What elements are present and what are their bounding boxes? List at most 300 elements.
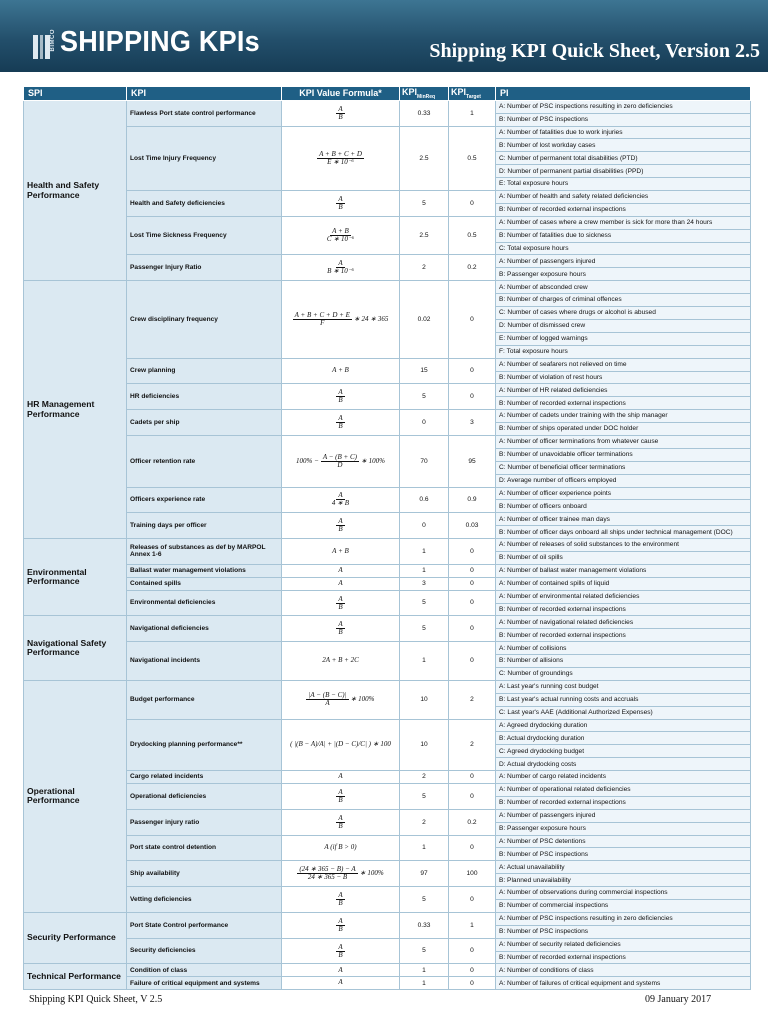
formula-fraction bbox=[336, 389, 344, 404]
formula-text: A bbox=[338, 772, 343, 781]
formula-numerator: (24 ∗ 365 − B) − A bbox=[299, 865, 356, 874]
minreq-main: KPI bbox=[402, 87, 418, 97]
formula-denominator: B ∗ 10⁻⁶ bbox=[327, 267, 354, 276]
pi-cell: B: Number of recorded external inspections bbox=[496, 203, 751, 216]
kpi-minreq-cell: 5 bbox=[400, 887, 449, 913]
formula-numerator: A bbox=[338, 594, 343, 603]
kpi-target-cell: 0 bbox=[449, 539, 496, 565]
table-row bbox=[24, 126, 751, 139]
kpi-target-cell: 0 bbox=[449, 771, 496, 784]
formula-prefix: 100% − bbox=[296, 456, 319, 465]
pi-cell: A: Number of conditions of class bbox=[496, 964, 751, 977]
kpi-target-cell: 0.2 bbox=[449, 809, 496, 835]
pi-cell: A: Number of health and safety related deficiencies bbox=[496, 191, 751, 204]
col-header-kpi: KPI bbox=[127, 87, 282, 101]
formula-numerator: A bbox=[338, 813, 343, 822]
formula-fraction bbox=[336, 596, 344, 611]
table-row bbox=[24, 912, 751, 925]
pi-cell: E: Number of logged warnings bbox=[496, 332, 751, 345]
formula-denominator: B bbox=[338, 396, 343, 405]
spi-cell: Environmental Performance bbox=[24, 539, 127, 616]
table-row bbox=[24, 642, 751, 655]
kpi-formula-cell bbox=[282, 216, 400, 255]
pi-cell: A: Number of PSC inspections resulting in zero deficiencies bbox=[496, 912, 751, 925]
formula-suffix: ∗ 100% bbox=[359, 869, 384, 878]
kpi-target-cell: 0.5 bbox=[449, 126, 496, 190]
kpi-minreq-cell: 1 bbox=[400, 642, 449, 681]
kpi-minreq-cell: 10 bbox=[400, 680, 449, 719]
kpi-formula-cell bbox=[282, 255, 400, 281]
kpi-target-cell: 0 bbox=[449, 577, 496, 590]
pi-cell: C: Number of groundings bbox=[496, 667, 751, 680]
kpi-minreq-cell: 0 bbox=[400, 513, 449, 539]
kpi-minreq-cell: 2 bbox=[400, 255, 449, 281]
spi-cell: Navigational Safety Performance bbox=[24, 616, 127, 680]
kpi-target-cell: 0 bbox=[449, 590, 496, 616]
formula-text: A (if B > 0) bbox=[324, 843, 357, 852]
kpi-target-cell: 0 bbox=[449, 784, 496, 810]
formula-denominator: B bbox=[338, 950, 343, 959]
kpi-minreq-cell: 10 bbox=[400, 719, 449, 771]
kpi-name-cell: Navigational deficiencies bbox=[127, 616, 282, 642]
pi-cell: A: Number of releases of solid substances to the environment bbox=[496, 539, 751, 552]
table-row bbox=[24, 513, 751, 526]
pi-cell: B: Number of officers onboard bbox=[496, 500, 751, 513]
kpi-minreq-cell: 5 bbox=[400, 938, 449, 964]
pi-cell: B: Number of officer days onboard all ships under technical management (DOC) bbox=[496, 526, 751, 539]
pi-cell: A: Number of ballast water management violations bbox=[496, 564, 751, 577]
kpi-formula-cell bbox=[282, 964, 400, 977]
table-row bbox=[24, 938, 751, 951]
formula-denominator: A bbox=[325, 699, 330, 708]
formula-fraction bbox=[317, 151, 364, 166]
pi-cell: C: Number of beneficial officer terminations bbox=[496, 461, 751, 474]
kpi-target-cell: 0 bbox=[449, 964, 496, 977]
formula-denominator: E ∗ 10⁻⁶ bbox=[327, 157, 354, 166]
pi-cell: B: Passenger exposure hours bbox=[496, 268, 751, 281]
pi-cell: C: Total exposure hours bbox=[496, 242, 751, 255]
kpi-target-cell: 0 bbox=[449, 642, 496, 681]
pi-cell: A: Last year's running cost budget bbox=[496, 680, 751, 693]
formula-denominator: 4 ∗ B bbox=[331, 499, 350, 508]
formula-numerator: A bbox=[338, 620, 343, 629]
table-row bbox=[24, 809, 751, 822]
table-row bbox=[24, 616, 751, 629]
formula-denominator: B bbox=[338, 821, 343, 830]
spi-cell: Health and Safety Performance bbox=[24, 100, 127, 280]
kpi-minreq-cell: 2 bbox=[400, 809, 449, 835]
kpi-minreq-cell: 2 bbox=[400, 771, 449, 784]
col-header-formula: KPI Value Formula* bbox=[282, 87, 400, 101]
kpi-minreq-cell: 15 bbox=[400, 358, 449, 384]
pi-cell: A: Number of failures of critical equipment and systems bbox=[496, 977, 751, 990]
formula-denominator: B bbox=[338, 202, 343, 211]
table-row bbox=[24, 564, 751, 577]
kpi-name-cell: Releases of substances as def by MARPOL Annex 1-6 bbox=[127, 539, 282, 565]
formula-suffix: ∗ 24 ∗ 365 bbox=[353, 315, 389, 324]
kpi-name-cell: Port state control detention bbox=[127, 835, 282, 861]
table-row bbox=[24, 590, 751, 603]
pi-cell: B: Number of recorded external inspections bbox=[496, 951, 751, 964]
kpi-formula-cell bbox=[282, 100, 400, 126]
kpi-formula-cell bbox=[282, 126, 400, 190]
formula-fraction bbox=[306, 692, 348, 707]
brand-title: SHIPPING KPIs bbox=[60, 26, 260, 58]
table-row bbox=[24, 577, 751, 590]
formula-fraction bbox=[336, 815, 344, 830]
pi-cell: A: Number of fatalities due to work injuries bbox=[496, 126, 751, 139]
kpi-minreq-cell: 0.33 bbox=[400, 912, 449, 938]
kpi-minreq-cell: 1 bbox=[400, 964, 449, 977]
pi-cell: A: Number of collisions bbox=[496, 642, 751, 655]
formula-fraction bbox=[321, 454, 359, 469]
table-row bbox=[24, 887, 751, 900]
formula-numerator: A bbox=[338, 194, 343, 203]
kpi-minreq-cell: 0.6 bbox=[400, 487, 449, 513]
kpi-name-cell: Vetting deficiencies bbox=[127, 887, 282, 913]
formula-numerator: A bbox=[338, 259, 343, 268]
table-row bbox=[24, 784, 751, 797]
kpi-name-cell: Crew disciplinary frequency bbox=[127, 281, 282, 358]
kpi-name-cell: Environmental deficiencies bbox=[127, 590, 282, 616]
kpi-target-cell: 100 bbox=[449, 861, 496, 887]
kpi-name-cell: Contained spills bbox=[127, 577, 282, 590]
formula-text: A bbox=[338, 965, 343, 974]
kpi-target-cell: 0 bbox=[449, 977, 496, 990]
pi-cell: A: Number of cases where a crew member is sick for more than 24 hours bbox=[496, 216, 751, 229]
pi-cell: A: Number of security related deficiencies bbox=[496, 938, 751, 951]
footer-left: Shipping KPI Quick Sheet, V 2.5 bbox=[29, 994, 163, 1005]
kpi-formula-cell bbox=[282, 861, 400, 887]
pi-cell: B: Number of PSC inspections bbox=[496, 848, 751, 861]
kpi-name-cell: Health and Safety deficiencies bbox=[127, 191, 282, 217]
table-row bbox=[24, 977, 751, 990]
pi-cell: B: Number of oil spills bbox=[496, 551, 751, 564]
formula-suffix: ∗ 100% bbox=[350, 695, 375, 704]
formula-text: A + B bbox=[332, 366, 349, 375]
pi-cell: C: Number of permanent total disabilities (PTD) bbox=[496, 152, 751, 165]
kpi-minreq-cell: 2.5 bbox=[400, 126, 449, 190]
formula-text: A + B bbox=[332, 546, 349, 555]
formula-fraction bbox=[336, 106, 344, 121]
table-row bbox=[24, 281, 751, 294]
formula-fraction bbox=[325, 228, 356, 243]
pi-cell: B: Passenger exposure hours bbox=[496, 822, 751, 835]
kpi-formula-cell bbox=[282, 835, 400, 861]
pi-cell: B: Number of recorded external inspections bbox=[496, 629, 751, 642]
table-row bbox=[24, 539, 751, 552]
kpi-formula-cell bbox=[282, 771, 400, 784]
formula-numerator: A bbox=[338, 517, 343, 526]
kpi-target-cell: 1 bbox=[449, 100, 496, 126]
kpi-formula-cell bbox=[282, 281, 400, 358]
pi-cell: A: Number of passengers injured bbox=[496, 255, 751, 268]
kpi-minreq-cell: 1 bbox=[400, 564, 449, 577]
kpi-target-cell: 0 bbox=[449, 887, 496, 913]
kpi-target-cell: 95 bbox=[449, 435, 496, 487]
pi-cell: A: Number of navigational related deficiencies bbox=[496, 616, 751, 629]
target-sub: Target bbox=[466, 93, 481, 100]
formula-fraction bbox=[336, 892, 344, 907]
pi-cell: A: Agreed drydocking duration bbox=[496, 719, 751, 732]
kpi-target-cell: 0.03 bbox=[449, 513, 496, 539]
kpi-formula-cell bbox=[282, 887, 400, 913]
kpi-formula-cell bbox=[282, 642, 400, 681]
kpi-target-cell: 0 bbox=[449, 281, 496, 358]
pi-cell: A: Actual unavailability bbox=[496, 861, 751, 874]
formula-numerator: A + B + C + D + E bbox=[294, 310, 350, 319]
kpi-target-cell: 2 bbox=[449, 719, 496, 771]
kpi-name-cell: Security deficiencies bbox=[127, 938, 282, 964]
formula-denominator: 24 ∗ 365 − B bbox=[307, 873, 348, 882]
kpi-target-cell: 3 bbox=[449, 410, 496, 436]
formula-fraction bbox=[330, 492, 351, 507]
formula-fraction bbox=[325, 260, 356, 275]
kpi-name-cell: Ballast water management violations bbox=[127, 564, 282, 577]
kpi-formula-cell bbox=[282, 410, 400, 436]
pi-cell: B: Planned unavailability bbox=[496, 874, 751, 887]
kpi-formula-cell bbox=[282, 719, 400, 771]
minreq-sub: MinReq bbox=[417, 93, 436, 100]
kpi-formula-cell bbox=[282, 487, 400, 513]
kpi-name-cell: Drydocking planning performance** bbox=[127, 719, 282, 771]
pi-cell: A: Number of seafarers not relieved on time bbox=[496, 358, 751, 371]
kpi-formula-cell bbox=[282, 784, 400, 810]
pi-cell: A: Number of PSC detentions bbox=[496, 835, 751, 848]
kpi-formula-cell bbox=[282, 809, 400, 835]
kpi-name-cell: Operational deficiencies bbox=[127, 784, 282, 810]
spi-cell: Security Performance bbox=[24, 912, 127, 964]
pi-cell: C: Last year's AAE (Additional Authorized Expenses) bbox=[496, 706, 751, 719]
table-row bbox=[24, 435, 751, 448]
spi-cell: Operational Performance bbox=[24, 680, 127, 912]
kpi-name-cell: Port State Control performance bbox=[127, 912, 282, 938]
kpi-target-cell: 0 bbox=[449, 358, 496, 384]
kpi-minreq-cell: 2.5 bbox=[400, 216, 449, 255]
kpi-name-cell: Lost Time Sickness Frequency bbox=[127, 216, 282, 255]
kpi-minreq-cell: 5 bbox=[400, 784, 449, 810]
pi-cell: A: Number of absconded crew bbox=[496, 281, 751, 294]
pi-cell: B: Number of recorded external inspections bbox=[496, 397, 751, 410]
pi-cell: B: Number of fatalities due to sickness bbox=[496, 229, 751, 242]
table-row bbox=[24, 191, 751, 204]
formula-numerator: |A − (B − C)| bbox=[308, 691, 347, 700]
kpi-formula-cell bbox=[282, 680, 400, 719]
kpi-formula-cell bbox=[282, 577, 400, 590]
kpi-name-cell: HR deficiencies bbox=[127, 384, 282, 410]
pi-cell: D: Number of permanent partial disabilities (PPD) bbox=[496, 165, 751, 178]
formula-fraction bbox=[336, 621, 344, 636]
page-header bbox=[0, 0, 768, 72]
pi-cell: D: Number of dismissed crew bbox=[496, 319, 751, 332]
pi-cell: B: Number of allisions bbox=[496, 655, 751, 668]
kpi-minreq-cell: 5 bbox=[400, 191, 449, 217]
kpi-formula-cell bbox=[282, 616, 400, 642]
pi-cell: B: Number of lost workday cases bbox=[496, 139, 751, 152]
formula-numerator: A bbox=[338, 414, 343, 423]
formula-denominator: B bbox=[338, 422, 343, 431]
spi-cell: Technical Performance bbox=[24, 964, 127, 990]
formula-fraction bbox=[336, 415, 344, 430]
kpi-name-cell: Passenger Injury Ratio bbox=[127, 255, 282, 281]
formula-text: A bbox=[338, 565, 343, 574]
spi-cell: HR Management Performance bbox=[24, 281, 127, 539]
table-row bbox=[24, 255, 751, 268]
table-row bbox=[24, 358, 751, 371]
document-title: Shipping KPI Quick Sheet, Version 2.5 bbox=[429, 40, 760, 62]
kpi-minreq-cell: 1 bbox=[400, 835, 449, 861]
formula-fraction bbox=[297, 866, 357, 881]
formula-numerator: A bbox=[338, 104, 343, 113]
kpi-formula-cell bbox=[282, 564, 400, 577]
formula-denominator: B bbox=[338, 112, 343, 121]
kpi-name-cell: Crew planning bbox=[127, 358, 282, 384]
kpi-formula-cell bbox=[282, 358, 400, 384]
formula-text: A bbox=[338, 978, 343, 987]
kpi-minreq-cell: 70 bbox=[400, 435, 449, 487]
kpi-target-cell: 0 bbox=[449, 564, 496, 577]
pi-cell: D: Average number of officers employed bbox=[496, 474, 751, 487]
col-header-minreq bbox=[400, 87, 449, 101]
table-row bbox=[24, 719, 751, 732]
kpi-name-cell: Officers experience rate bbox=[127, 487, 282, 513]
formula-text: ( |(B − A)/A| + |(D − C)/C| ) ∗ 100 bbox=[290, 739, 391, 748]
formula-fraction bbox=[293, 312, 352, 327]
formula-numerator: A bbox=[338, 891, 343, 900]
pi-cell: C: Agreed drydocking budget bbox=[496, 745, 751, 758]
pi-cell: B: Number of PSC inspections bbox=[496, 113, 751, 126]
table-header-row bbox=[24, 87, 751, 101]
kpi-name-cell: Failure of critical equipment and systems bbox=[127, 977, 282, 990]
kpi-minreq-cell: 5 bbox=[400, 616, 449, 642]
pi-cell: A: Number of environmental related deficiencies bbox=[496, 590, 751, 603]
formula-denominator: B bbox=[338, 628, 343, 637]
kpi-name-cell: Passenger injury ratio bbox=[127, 809, 282, 835]
formula-fraction bbox=[336, 944, 344, 959]
kpi-formula-cell bbox=[282, 539, 400, 565]
kpi-formula-cell bbox=[282, 513, 400, 539]
kpi-name-cell: Flawless Port state control performance bbox=[127, 100, 282, 126]
formula-text: 2A + B + 2C bbox=[322, 656, 359, 665]
table-row bbox=[24, 100, 751, 113]
formula-denominator: B bbox=[338, 924, 343, 933]
formula-denominator: B bbox=[338, 899, 343, 908]
pi-cell: C: Number of cases where drugs or alcohol is abused bbox=[496, 307, 751, 320]
formula-text: A bbox=[338, 578, 343, 587]
pi-cell: A: Number of PSC inspections resulting in zero deficiencies bbox=[496, 100, 751, 113]
formula-denominator: D bbox=[337, 460, 343, 469]
table-row bbox=[24, 410, 751, 423]
kpi-formula-cell bbox=[282, 590, 400, 616]
kpi-formula-cell bbox=[282, 977, 400, 990]
col-header-target bbox=[449, 87, 496, 101]
pi-cell: A: Number of cargo related incidents bbox=[496, 771, 751, 784]
formula-numerator: A bbox=[338, 491, 343, 500]
pi-cell: B: Number of violation of rest hours bbox=[496, 371, 751, 384]
table-row bbox=[24, 964, 751, 977]
formula-numerator: A bbox=[338, 942, 343, 951]
kpi-formula-cell bbox=[282, 435, 400, 487]
kpi-minreq-cell: 0.02 bbox=[400, 281, 449, 358]
kpi-target-cell: 0 bbox=[449, 191, 496, 217]
kpi-target-cell: 0.5 bbox=[449, 216, 496, 255]
kpi-minreq-cell: 0 bbox=[400, 410, 449, 436]
kpi-target-cell: 0.9 bbox=[449, 487, 496, 513]
formula-denominator: B bbox=[338, 525, 343, 534]
formula-numerator: A − (B + C) bbox=[322, 452, 358, 461]
table-row bbox=[24, 861, 751, 874]
formula-denominator: C ∗ 10⁻⁶ bbox=[326, 235, 355, 244]
kpi-name-cell: Navigational incidents bbox=[127, 642, 282, 681]
pi-cell: A: Number of officer terminations from whatever cause bbox=[496, 435, 751, 448]
formula-numerator: A bbox=[338, 787, 343, 796]
kpi-formula-cell bbox=[282, 191, 400, 217]
formula-denominator: F bbox=[320, 318, 325, 327]
table-row bbox=[24, 680, 751, 693]
kpi-target-cell: 0 bbox=[449, 835, 496, 861]
pi-cell: B: Number of commercial inspections bbox=[496, 900, 751, 913]
formula-fraction bbox=[336, 918, 344, 933]
pi-cell: B: Number of ships operated under DOC holder bbox=[496, 423, 751, 436]
pi-cell: B: Number of recorded external inspections bbox=[496, 603, 751, 616]
kpi-name-cell: Cargo related incidents bbox=[127, 771, 282, 784]
pi-cell: A: Number of officer experience points bbox=[496, 487, 751, 500]
footer-right: 09 January 2017 bbox=[645, 994, 712, 1005]
formula-fraction bbox=[336, 518, 344, 533]
kpi-minreq-cell: 3 bbox=[400, 577, 449, 590]
pi-cell: B: Actual drydocking duration bbox=[496, 732, 751, 745]
logo-sub-label: BIMCO bbox=[50, 29, 56, 52]
pi-cell: E: Total exposure hours bbox=[496, 178, 751, 191]
kpi-target-cell: 0 bbox=[449, 616, 496, 642]
table-row bbox=[24, 384, 751, 397]
kpi-target-cell: 2 bbox=[449, 680, 496, 719]
pi-cell: A: Number of passengers injured bbox=[496, 809, 751, 822]
kpi-minreq-cell: 5 bbox=[400, 590, 449, 616]
kpi-table bbox=[23, 86, 751, 990]
formula-denominator: B bbox=[338, 602, 343, 611]
formula-fraction bbox=[336, 196, 344, 211]
kpi-name-cell: Officer retention rate bbox=[127, 435, 282, 487]
pi-cell: B: Number of charges of criminal offences bbox=[496, 294, 751, 307]
table-row bbox=[24, 487, 751, 500]
pi-cell: B: Number of recorded external inspections bbox=[496, 796, 751, 809]
formula-fraction bbox=[336, 789, 344, 804]
kpi-minreq-cell: 0.33 bbox=[400, 100, 449, 126]
pi-cell: A: Number of operational related deficiencies bbox=[496, 784, 751, 797]
pi-cell: F: Total exposure hours bbox=[496, 345, 751, 358]
kpi-minreq-cell: 1 bbox=[400, 977, 449, 990]
kpi-name-cell: Budget performance bbox=[127, 680, 282, 719]
kpi-target-cell: 1 bbox=[449, 912, 496, 938]
formula-denominator: B bbox=[338, 795, 343, 804]
formula-suffix: ∗ 100% bbox=[361, 456, 385, 465]
col-header-pi: PI bbox=[496, 87, 751, 101]
target-main: KPI bbox=[451, 87, 467, 97]
pi-cell: B: Number of unavoidable officer terminations bbox=[496, 448, 751, 461]
kpi-name-cell: Condition of class bbox=[127, 964, 282, 977]
kpi-minreq-cell: 97 bbox=[400, 861, 449, 887]
kpi-name-cell: Training days per officer bbox=[127, 513, 282, 539]
pi-cell: A: Number of cadets under training with the ship manager bbox=[496, 410, 751, 423]
kpi-minreq-cell: 1 bbox=[400, 539, 449, 565]
pi-cell: A: Number of HR related deficiencies bbox=[496, 384, 751, 397]
col-header-spi: SPI bbox=[24, 87, 127, 101]
pi-cell: B: Number of PSC inspections bbox=[496, 925, 751, 938]
kpi-target-cell: 0 bbox=[449, 384, 496, 410]
kpi-formula-cell bbox=[282, 384, 400, 410]
formula-numerator: A + B bbox=[332, 227, 349, 236]
